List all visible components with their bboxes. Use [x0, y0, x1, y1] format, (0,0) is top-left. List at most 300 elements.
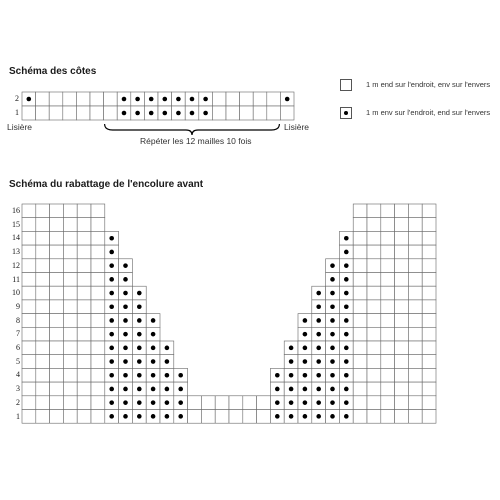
neckline-cell — [395, 218, 409, 232]
neckline-cell — [36, 218, 50, 232]
neckline-cell — [422, 368, 436, 382]
neckline-cell — [63, 218, 77, 232]
purl-stitch-dot — [303, 414, 308, 419]
neckline-cell — [63, 355, 77, 369]
neckline-cell — [77, 355, 91, 369]
purl-stitch-dot — [123, 332, 128, 337]
neckline-cell — [215, 396, 229, 410]
neckline-cell — [381, 245, 395, 259]
neckline-cell — [91, 300, 105, 314]
neckline-cell — [367, 355, 381, 369]
purl-stitch-dot — [123, 291, 128, 296]
neckline-cell — [201, 396, 215, 410]
purl-stitch-dot — [135, 111, 140, 116]
neckline-cell — [91, 204, 105, 218]
neckline-cell — [408, 368, 422, 382]
neckline-cell — [63, 382, 77, 396]
ribbing-cell — [212, 106, 226, 120]
purl-stitch-dot — [109, 359, 114, 364]
purl-stitch-dot — [137, 387, 142, 392]
neckline-cell — [36, 355, 50, 369]
neckline-cell — [22, 314, 36, 328]
neckline-cell — [243, 410, 257, 424]
neckline-cell — [353, 396, 367, 410]
neckline-cell — [22, 204, 36, 218]
ribbing-cell — [90, 106, 104, 120]
purl-stitch-dot — [137, 359, 142, 364]
ribbing-title: Schéma des côtes — [9, 66, 97, 77]
neckline-cell — [63, 273, 77, 287]
neckline-cell — [91, 355, 105, 369]
purl-stitch-dot — [344, 400, 349, 405]
neckline-cell — [22, 231, 36, 245]
neckline-cell — [395, 327, 409, 341]
legend-dot-label: 1 m env sur l'endroit, end sur l'envers — [366, 108, 491, 117]
purl-stitch-dot — [303, 346, 308, 351]
neckline-cell — [36, 382, 50, 396]
neckline-cell — [50, 218, 64, 232]
neckline-cell — [353, 341, 367, 355]
neckline-cell — [63, 300, 77, 314]
neckline-cell — [91, 231, 105, 245]
neckline-cell — [395, 410, 409, 424]
neckline-cell — [381, 396, 395, 410]
purl-stitch-dot — [151, 359, 156, 364]
legend-empty-label: 1 m end sur l'endroit, env sur l'envers — [366, 80, 491, 89]
purl-stitch-dot — [275, 400, 280, 405]
neckline-cell — [395, 300, 409, 314]
purl-stitch-dot — [316, 359, 321, 364]
neckline-cell — [243, 396, 257, 410]
neckline-cell — [395, 382, 409, 396]
neckline-cell — [408, 259, 422, 273]
neckline-cell — [422, 231, 436, 245]
neckline-cell — [77, 341, 91, 355]
neckline-cell — [77, 218, 91, 232]
purl-stitch-dot — [165, 346, 170, 351]
neckline-cell — [422, 218, 436, 232]
ribbing-cell — [267, 92, 281, 106]
purl-stitch-dot — [151, 332, 156, 337]
purl-stitch-dot — [316, 291, 321, 296]
neckline-cell — [381, 300, 395, 314]
neckline-cell — [36, 245, 50, 259]
neckline-cell — [50, 204, 64, 218]
purl-stitch-dot — [165, 359, 170, 364]
purl-stitch-dot — [137, 373, 142, 378]
purl-stitch-dot — [303, 359, 308, 364]
neckline-cell — [91, 396, 105, 410]
neckline-cell — [22, 218, 36, 232]
purl-stitch-dot — [109, 400, 114, 405]
neckline-cell — [50, 410, 64, 424]
ribbing-cell — [36, 106, 50, 120]
neckline-cell — [381, 231, 395, 245]
purl-stitch-dot — [123, 414, 128, 419]
ribbing-row-label-1: 1 — [15, 108, 19, 117]
purl-stitch-dot — [330, 387, 335, 392]
neckline-cell — [36, 204, 50, 218]
purl-stitch-dot — [330, 332, 335, 337]
neckline-row-label: 16 — [12, 206, 20, 215]
ribbing-cell — [104, 92, 118, 106]
neckline-cell — [22, 259, 36, 273]
purl-stitch-dot — [178, 387, 183, 392]
neckline-cell — [381, 218, 395, 232]
neckline-cell — [422, 259, 436, 273]
neckline-cell — [367, 314, 381, 328]
neckline-cell — [353, 300, 367, 314]
purl-stitch-dot — [316, 373, 321, 378]
neckline-cell — [408, 245, 422, 259]
neckline-cell — [63, 327, 77, 341]
purl-stitch-dot — [123, 263, 128, 268]
neckline-cell — [22, 300, 36, 314]
neckline-cell — [77, 273, 91, 287]
neckline-cell — [22, 245, 36, 259]
ribbing-cell — [267, 106, 281, 120]
purl-stitch-dot — [137, 414, 142, 419]
neckline-cell — [22, 341, 36, 355]
neckline-row-label: 4 — [16, 370, 20, 380]
purl-stitch-dot — [137, 304, 142, 309]
purl-stitch-dot — [344, 236, 349, 241]
purl-stitch-dot — [178, 414, 183, 419]
neckline-cell — [395, 341, 409, 355]
purl-stitch-dot — [109, 263, 114, 268]
neckline-cell — [36, 300, 50, 314]
neckline-cell — [408, 382, 422, 396]
neckline-cell — [50, 368, 64, 382]
neckline-cell — [367, 231, 381, 245]
neckline-cell — [408, 273, 422, 287]
neckline-cell — [50, 327, 64, 341]
purl-stitch-dot — [303, 332, 308, 337]
purl-stitch-dot — [165, 414, 170, 419]
neckline-cell — [353, 259, 367, 273]
neckline-cell — [22, 382, 36, 396]
ribbing-cell — [49, 106, 63, 120]
neckline-cell — [422, 327, 436, 341]
purl-stitch-dot — [330, 263, 335, 268]
ribbing-cell — [76, 92, 90, 106]
purl-stitch-dot — [151, 414, 156, 419]
neckline-cell — [408, 327, 422, 341]
neckline-cell — [63, 231, 77, 245]
neckline-cell — [77, 314, 91, 328]
neckline-cell — [408, 396, 422, 410]
neckline-cell — [353, 327, 367, 341]
purl-stitch-dot — [165, 387, 170, 392]
purl-stitch-dot — [109, 318, 114, 323]
purl-stitch-dot — [289, 359, 294, 364]
neckline-cell — [91, 382, 105, 396]
purl-stitch-dot — [344, 332, 349, 337]
purl-stitch-dot — [109, 346, 114, 351]
neckline-cell — [50, 259, 64, 273]
neckline-cell — [395, 355, 409, 369]
neckline-cell — [353, 355, 367, 369]
purl-stitch-dot — [203, 97, 208, 102]
neckline-cell — [63, 341, 77, 355]
neckline-cell — [63, 368, 77, 382]
neckline-cell — [77, 245, 91, 259]
neckline-cell — [77, 231, 91, 245]
neckline-row-label: 6 — [16, 343, 20, 352]
neckline-cell — [77, 368, 91, 382]
purl-stitch-dot — [203, 111, 208, 116]
neckline-cell — [381, 314, 395, 328]
neckline-cell — [257, 396, 271, 410]
neckline-cell — [91, 273, 105, 287]
neckline-cell — [353, 314, 367, 328]
purl-stitch-dot — [330, 414, 335, 419]
neckline-cell — [36, 259, 50, 273]
neckline-row-label: 11 — [12, 274, 20, 284]
neckline-cell — [422, 410, 436, 424]
neckline-cell — [395, 273, 409, 287]
purl-stitch-dot — [289, 387, 294, 392]
neckline-cell — [408, 204, 422, 218]
ribbing-cell — [240, 92, 254, 106]
neckline-cell — [408, 218, 422, 232]
purl-stitch-dot — [316, 387, 321, 392]
neckline-cell — [188, 396, 202, 410]
neckline-cell — [22, 273, 36, 287]
purl-stitch-dot — [151, 346, 156, 351]
purl-stitch-dot — [137, 346, 142, 351]
neckline-cell — [91, 245, 105, 259]
neckline-cell — [36, 314, 50, 328]
neckline-row-label: 8 — [16, 315, 20, 325]
neckline-cell — [381, 286, 395, 300]
purl-stitch-dot — [135, 97, 140, 102]
neckline-cell — [381, 273, 395, 287]
purl-stitch-dot — [151, 400, 156, 405]
purl-stitch-dot — [109, 373, 114, 378]
purl-stitch-dot — [316, 400, 321, 405]
neckline-cell — [422, 204, 436, 218]
purl-stitch-dot — [316, 346, 321, 351]
neckline-cell — [63, 410, 77, 424]
purl-stitch-dot — [330, 304, 335, 309]
neckline-cell — [381, 410, 395, 424]
purl-stitch-dot — [303, 373, 308, 378]
neckline-cell — [91, 341, 105, 355]
neckline-cell — [63, 314, 77, 328]
neckline-cell — [36, 410, 50, 424]
purl-stitch-dot — [190, 97, 195, 102]
neckline-cell — [422, 300, 436, 314]
purl-stitch-dot — [316, 332, 321, 337]
ribbing-row-label-2: 2 — [15, 94, 19, 103]
neckline-cell — [381, 204, 395, 218]
purl-stitch-dot — [109, 291, 114, 296]
neckline-cell — [422, 355, 436, 369]
purl-stitch-dot — [165, 400, 170, 405]
neckline-cell — [422, 314, 436, 328]
neckline-cell — [408, 300, 422, 314]
purl-stitch-dot — [151, 387, 156, 392]
neckline-cell — [91, 410, 105, 424]
neckline-cell — [367, 218, 381, 232]
neckline-cell — [50, 382, 64, 396]
neckline-cell — [63, 286, 77, 300]
ribbing-cell — [63, 92, 77, 106]
neckline-cell — [36, 396, 50, 410]
neckline-cell — [422, 245, 436, 259]
neckline-cell — [22, 286, 36, 300]
neckline-cell — [367, 410, 381, 424]
neckline-cell — [353, 218, 367, 232]
ribbing-cell — [22, 106, 36, 120]
purl-stitch-dot — [289, 414, 294, 419]
neckline-cell — [50, 245, 64, 259]
neckline-row-label: 13 — [12, 247, 20, 257]
neckline-cell — [367, 368, 381, 382]
neckline-cell — [77, 259, 91, 273]
purl-stitch-dot — [330, 359, 335, 364]
neckline-cell — [50, 341, 64, 355]
neckline-cell — [353, 273, 367, 287]
ribbing-cell — [49, 92, 63, 106]
neckline-cell — [91, 327, 105, 341]
purl-stitch-dot — [316, 318, 321, 323]
purl-stitch-dot — [109, 304, 114, 309]
neckline-row-label: 14 — [12, 233, 20, 243]
neckline-cell — [22, 410, 36, 424]
purl-stitch-dot — [176, 111, 181, 116]
purl-stitch-dot — [344, 318, 349, 323]
neckline-row-label: 5 — [16, 356, 20, 366]
neckline-cell — [50, 314, 64, 328]
purl-stitch-dot — [149, 111, 154, 116]
ribbing-left-selvedge-label: Lisière — [7, 122, 33, 132]
purl-stitch-dot — [109, 414, 114, 419]
purl-stitch-dot — [289, 400, 294, 405]
neckline-cell — [408, 314, 422, 328]
neckline-cell — [353, 245, 367, 259]
neckline-cell — [367, 327, 381, 341]
neckline-cell — [91, 368, 105, 382]
purl-stitch-dot — [330, 400, 335, 405]
neckline-cell — [395, 259, 409, 273]
neckline-cell — [381, 368, 395, 382]
purl-stitch-dot — [330, 346, 335, 351]
neckline-cell — [395, 396, 409, 410]
neckline-cell — [229, 410, 243, 424]
neckline-cell — [36, 273, 50, 287]
neckline-cell — [22, 396, 36, 410]
purl-stitch-dot — [123, 359, 128, 364]
neckline-cell — [353, 410, 367, 424]
neckline-cell — [36, 368, 50, 382]
ribbing-cell — [90, 92, 104, 106]
purl-stitch-dot — [344, 359, 349, 364]
neckline-row-label: 10 — [12, 288, 20, 298]
ribbing-cell — [104, 106, 118, 120]
purl-stitch-dot — [316, 414, 321, 419]
neckline-cell — [50, 355, 64, 369]
neckline-cell — [353, 231, 367, 245]
purl-stitch-dot — [109, 236, 114, 241]
neckline-cell — [50, 286, 64, 300]
ribbing-cell — [76, 106, 90, 120]
neckline-row-label: 7 — [16, 329, 20, 339]
neckline-cell — [408, 355, 422, 369]
neckline-cell — [91, 314, 105, 328]
neckline-cell — [381, 355, 395, 369]
ribbing-cell — [253, 92, 267, 106]
purl-stitch-dot — [137, 291, 142, 296]
neckline-cell — [22, 327, 36, 341]
purl-stitch-dot — [344, 291, 349, 296]
neckline-cell — [201, 410, 215, 424]
neckline-row-label: 2 — [16, 397, 20, 407]
ribbing-cell — [280, 106, 294, 120]
neckline-cell — [353, 382, 367, 396]
neckline-cell — [77, 300, 91, 314]
purl-stitch-dot — [330, 277, 335, 282]
neckline-cell — [36, 286, 50, 300]
neckline-cell — [77, 286, 91, 300]
neckline-cell — [422, 273, 436, 287]
purl-stitch-dot — [176, 97, 181, 102]
purl-stitch-dot — [151, 373, 156, 378]
neckline-row-label: 12 — [12, 260, 20, 270]
neckline-cell — [50, 396, 64, 410]
purl-stitch-dot — [123, 387, 128, 392]
neckline-cell — [395, 286, 409, 300]
purl-stitch-dot — [27, 97, 32, 102]
neckline-cell — [408, 286, 422, 300]
neckline-cell — [395, 368, 409, 382]
neckline-cell — [367, 204, 381, 218]
purl-stitch-dot — [344, 277, 349, 282]
neckline-cell — [381, 259, 395, 273]
ribbing-cell — [226, 92, 240, 106]
purl-stitch-dot — [137, 332, 142, 337]
purl-stitch-dot — [178, 400, 183, 405]
neckline-cell — [229, 396, 243, 410]
neckline-cell — [36, 327, 50, 341]
neckline-cell — [395, 204, 409, 218]
purl-stitch-dot — [123, 304, 128, 309]
neckline-row-label: 3 — [16, 384, 20, 394]
purl-stitch-dot — [165, 373, 170, 378]
neckline-cell — [367, 245, 381, 259]
purl-stitch-dot — [289, 346, 294, 351]
neckline-cell — [367, 382, 381, 396]
neckline-cell — [63, 204, 77, 218]
purl-stitch-dot — [330, 291, 335, 296]
neckline-row-label: 15 — [12, 219, 20, 229]
purl-stitch-dot — [151, 318, 156, 323]
purl-stitch-dot — [275, 387, 280, 392]
ribbing-cell — [212, 92, 226, 106]
ribbing-cell — [63, 106, 77, 120]
purl-stitch-dot — [122, 97, 127, 102]
neckline-cell — [395, 314, 409, 328]
neckline-cell — [77, 382, 91, 396]
neckline-cell — [381, 382, 395, 396]
purl-stitch-dot — [303, 318, 308, 323]
purl-stitch-dot — [344, 346, 349, 351]
neckline-cell — [367, 273, 381, 287]
neckline-row-label: 1 — [16, 411, 20, 421]
neckline-cell — [367, 259, 381, 273]
purl-stitch-dot — [109, 332, 114, 337]
